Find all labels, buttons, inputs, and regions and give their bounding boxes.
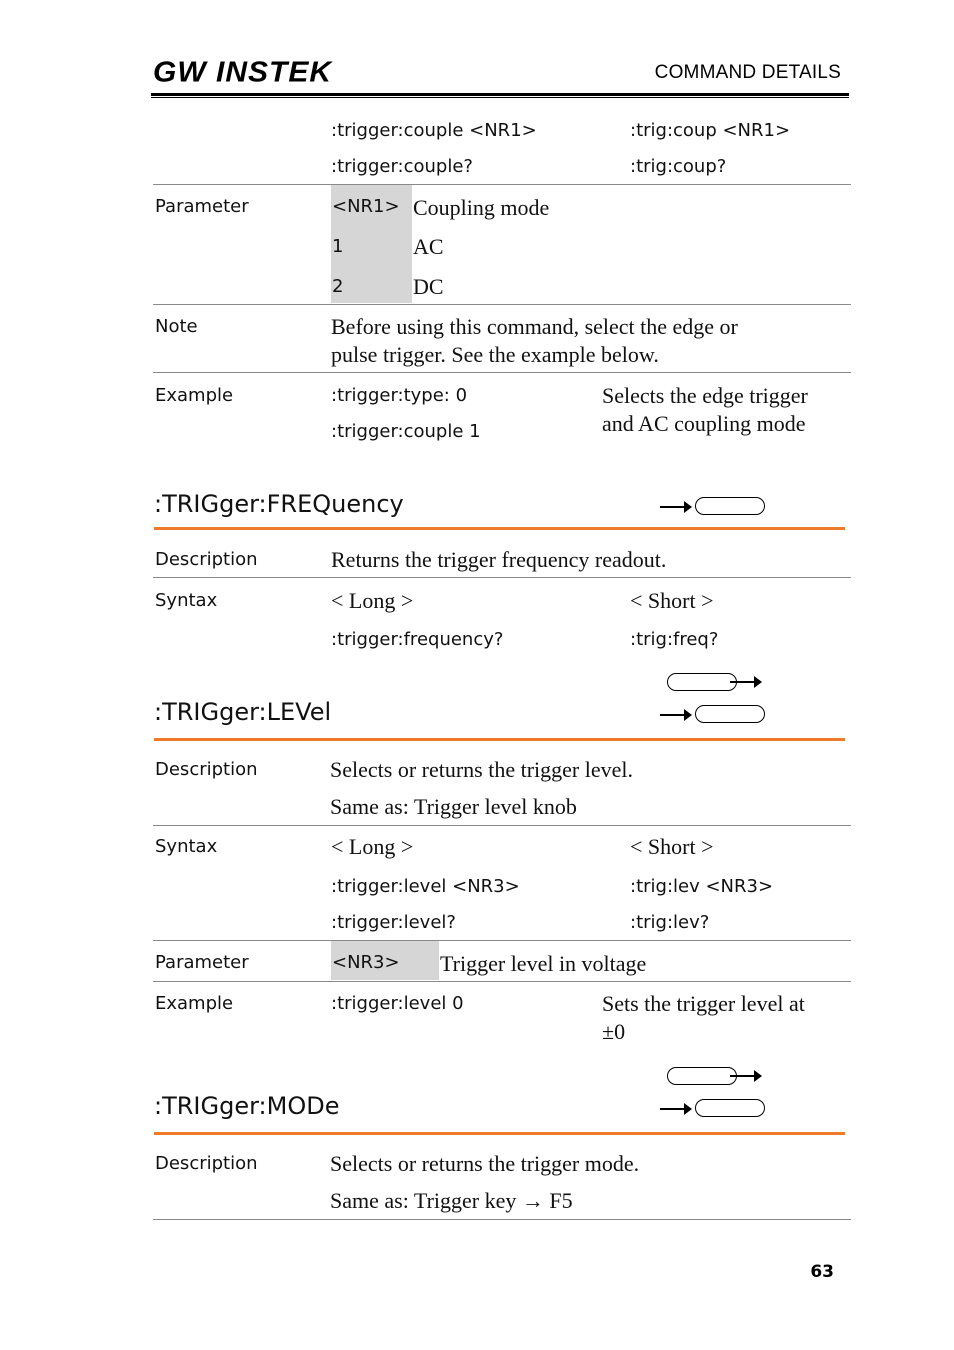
header-rule-thin [151,97,849,98]
couple-long-query: :trigger:couple? [331,156,473,177]
query-pill-icon [695,705,765,723]
couple-long-set: :trigger:couple <NR1> [331,120,537,141]
level-example-cmd: :trigger:level 0 [331,993,464,1014]
couple-param-desc-1: AC [413,234,444,259]
divider [153,304,851,305]
mode-section-title: :TRIGger:MODe [154,1092,340,1120]
level-long-set: :trigger:level <NR3> [331,876,520,897]
section-rule [154,738,845,741]
query-pill-icon [695,1099,765,1117]
section-rule [154,527,845,530]
divider [153,940,851,941]
level-section-title: :TRIGger:LEVel [154,698,332,726]
couple-example-desc-2: and AC coupling mode [602,411,806,436]
mode-description-label: Description [155,1153,258,1174]
header-title: COMMAND DETAILS [654,62,841,83]
level-long-head: < Long > [331,834,414,859]
level-short-set: :trig:lev <NR3> [630,876,774,897]
set-pill-icon [667,673,737,691]
level-same-as: Same as: Trigger level knob [330,794,577,819]
couple-short-set: :trig:coup <NR1> [630,120,791,141]
couple-note-label: Note [155,316,198,337]
frequency-description: Returns the trigger frequency readout. [331,547,667,572]
set-arrow-icon [730,1075,760,1077]
gw-instek-logo: GW INSTEK [153,56,332,89]
page-number: 63 [810,1262,834,1282]
couple-example-cmd-1: :trigger:type: 0 [331,385,468,406]
level-long-query: :trigger:level? [331,912,456,933]
frequency-description-label: Description [155,549,258,570]
frequency-section-title: :TRIGger:FREQuency [154,490,404,518]
mode-same-as: Same as: Trigger key → F5 [330,1188,573,1213]
couple-note-text-1: Before using this command, select the edge or [331,314,738,339]
couple-param-desc-2: DC [413,274,444,299]
header-rule [151,93,849,96]
query-arrow-icon [660,506,690,508]
set-arrow-icon [730,681,760,683]
level-param-desc: Trigger level in voltage [440,951,647,976]
query-arrow-icon [660,714,690,716]
couple-example-cmd-2: :trigger:couple 1 [331,421,481,442]
divider [153,825,851,826]
couple-note-text-2: pulse trigger. See the example below. [331,342,659,367]
divider [153,981,851,982]
level-example-desc-2: ±0 [602,1019,626,1044]
level-example-label: Example [155,993,234,1014]
couple-param-code-1: 1 [332,236,344,257]
mode-description: Selects or returns the trigger mode. [330,1151,640,1176]
couple-param-code-2: 2 [332,276,344,297]
query-pill-icon [695,497,765,515]
couple-param-head-code: <NR1> [332,196,400,217]
divider [153,1219,851,1220]
level-example-desc-1: Sets the trigger level at [602,991,805,1016]
couple-example-desc-1: Selects the edge trigger [602,383,808,408]
divider [153,184,851,185]
level-param-code: <NR3> [332,952,400,973]
level-description: Selects or returns the trigger level. [330,757,634,782]
level-syntax-label: Syntax [155,836,218,857]
frequency-syntax-label: Syntax [155,590,218,611]
level-short-query: :trig:lev? [630,912,710,933]
level-description-label: Description [155,759,258,780]
frequency-long-head: < Long > [331,588,414,613]
level-parameter-label: Parameter [155,952,249,973]
couple-parameter-label: Parameter [155,196,249,217]
couple-param-head-desc: Coupling mode [413,195,550,220]
query-arrow-icon [660,1108,690,1110]
frequency-short-head: < Short > [630,588,714,613]
divider [153,372,851,373]
divider [153,577,851,578]
frequency-long-query: :trigger:frequency? [331,629,504,650]
section-rule [154,1132,845,1135]
couple-example-label: Example [155,385,234,406]
couple-short-query: :trig:coup? [630,156,727,177]
level-short-head: < Short > [630,834,714,859]
set-pill-icon [667,1067,737,1085]
frequency-short-query: :trig:freq? [630,629,719,650]
